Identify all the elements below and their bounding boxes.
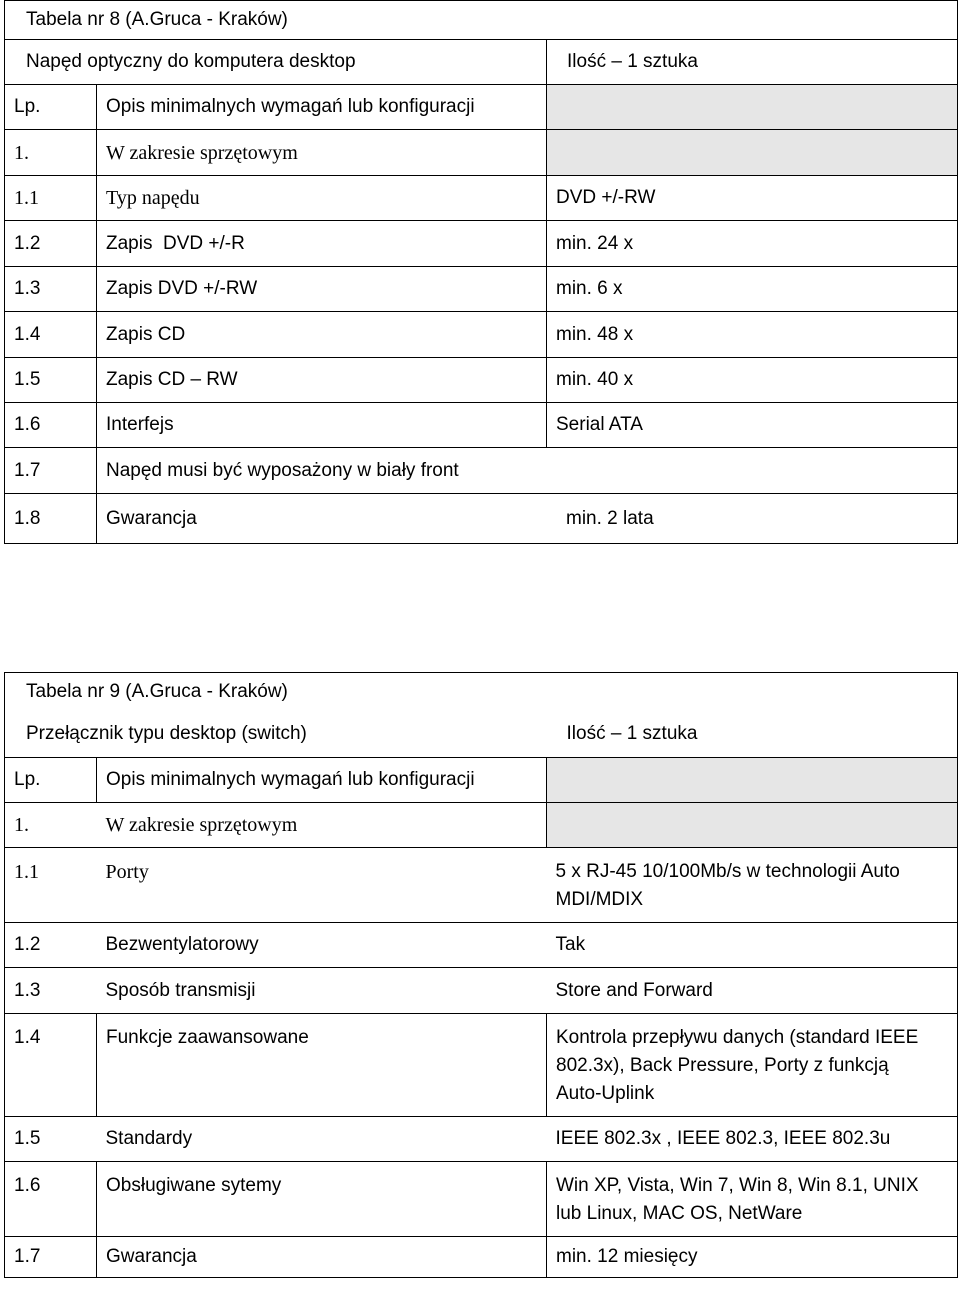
row-name: Funkcje zaawansowane [97, 1014, 547, 1117]
table-8 [4, 0, 958, 544]
product-row [5, 40, 958, 85]
header-blank [547, 85, 958, 130]
row-lp: 1.3 [5, 267, 97, 312]
row-value: min. 48 x [547, 312, 958, 358]
section-number: 1. [5, 803, 97, 848]
row-name: Obsługiwane sytemy [97, 1162, 547, 1237]
table-row [5, 968, 958, 1014]
row-value: IEEE 802.3x , IEEE 802.3, IEEE 802.3u [547, 1117, 958, 1162]
header-blank [547, 758, 958, 803]
row-value: Store and Forward [547, 968, 958, 1014]
header-desc: Opis minimalnych wymagań lub konfiguracji [97, 758, 547, 803]
table-title: Tabela nr 8 (A.Gruca - Kraków) [5, 1, 958, 40]
row-name: Sposób transmisji [97, 968, 547, 1014]
row-name: Gwarancja [97, 1237, 547, 1278]
row-name: Zapis DVD +/-RW [97, 267, 547, 312]
table-row [5, 176, 958, 221]
row-lp: 1.5 [5, 1117, 97, 1162]
row-name: Zapis CD [97, 312, 547, 358]
table-row [5, 848, 958, 923]
table-row [5, 1237, 958, 1278]
table-row [5, 358, 958, 403]
table-row [5, 1014, 958, 1117]
table-row [5, 448, 958, 494]
row-name: Zapis CD – RW [97, 358, 547, 403]
row-value: min. 24 x [547, 221, 958, 267]
table-row [5, 1162, 958, 1237]
row-value: 5 x RJ-45 10/100Mb/s w technologii Auto MDI/MDIX [547, 848, 958, 923]
row-name: Typ napędu [97, 176, 547, 221]
row-value: DVD +/-RW [547, 176, 958, 221]
row-lp: 1.2 [5, 221, 97, 267]
product-name: Przełącznik typu desktop (switch) [5, 712, 547, 758]
section-row [5, 803, 958, 848]
row-lp: 1.4 [5, 1014, 97, 1117]
row-lp: 1.6 [5, 403, 97, 448]
table-row [5, 267, 958, 312]
row-name: Standardy [97, 1117, 547, 1162]
table-row [5, 1117, 958, 1162]
table-9 [4, 672, 958, 1278]
row-name-value [97, 494, 958, 544]
row-lp: 1.5 [5, 358, 97, 403]
section-row [5, 130, 958, 176]
row-value: min. 40 x [547, 358, 958, 403]
table-row [5, 403, 958, 448]
header-lp: Lp. [5, 758, 97, 803]
row-name: Porty [97, 848, 547, 923]
row-value: Serial ATA [547, 403, 958, 448]
header-row [5, 758, 958, 803]
product-row [5, 712, 958, 758]
row-lp: 1.6 [5, 1162, 97, 1237]
row-name: Napęd musi być wyposażony w biały front [97, 448, 958, 494]
section-number: 1. [5, 130, 97, 176]
row-lp: 1.4 [5, 312, 97, 358]
quantity: Ilość – 1 sztuka [547, 40, 958, 85]
row-name: Bezwentylatorowy [97, 923, 547, 968]
table-row [5, 312, 958, 358]
quantity: Ilość – 1 sztuka [547, 712, 958, 758]
row-name: Interfejs [97, 403, 547, 448]
header-row [5, 85, 958, 130]
row-value: min. 2 lata [566, 507, 654, 529]
table-title: Tabela nr 9 (A.Gruca - Kraków) [5, 673, 958, 712]
row-name: Gwarancja [106, 507, 197, 529]
header-desc: Opis minimalnych wymagań lub konfiguracji [97, 85, 547, 130]
section-label: W zakresie sprzętowym [97, 130, 547, 176]
table-row [5, 221, 958, 267]
row-value: min. 6 x [547, 267, 958, 312]
table-row [5, 494, 958, 544]
row-name: Zapis DVD +/-R [97, 221, 547, 267]
section-label: W zakresie sprzętowym [97, 803, 547, 848]
row-lp: 1.7 [5, 448, 97, 494]
row-lp: 1.1 [5, 176, 97, 221]
row-value: Win XP, Vista, Win 7, Win 8, Win 8.1, UNIX lub Linux, MAC OS, NetWare [547, 1162, 958, 1237]
section-blank [547, 803, 958, 848]
table-title-row [5, 1, 958, 40]
section-blank [547, 130, 958, 176]
product-name: Napęd optyczny do komputera desktop [5, 40, 547, 85]
row-lp: 1.3 [5, 968, 97, 1014]
row-lp: 1.8 [5, 494, 97, 544]
row-lp: 1.2 [5, 923, 97, 968]
row-value: Kontrola przepływu danych (standard IEEE 802.3x), Back Pressure, Porty z funkcją Auto-Uplink [547, 1014, 958, 1117]
header-lp: Lp. [5, 85, 97, 130]
row-lp: 1.1 [5, 848, 97, 923]
table-row [5, 923, 958, 968]
row-value: Tak [547, 923, 958, 968]
row-lp: 1.7 [5, 1237, 97, 1278]
row-value: min. 12 miesięcy [547, 1237, 958, 1278]
table-title-row [5, 673, 958, 712]
